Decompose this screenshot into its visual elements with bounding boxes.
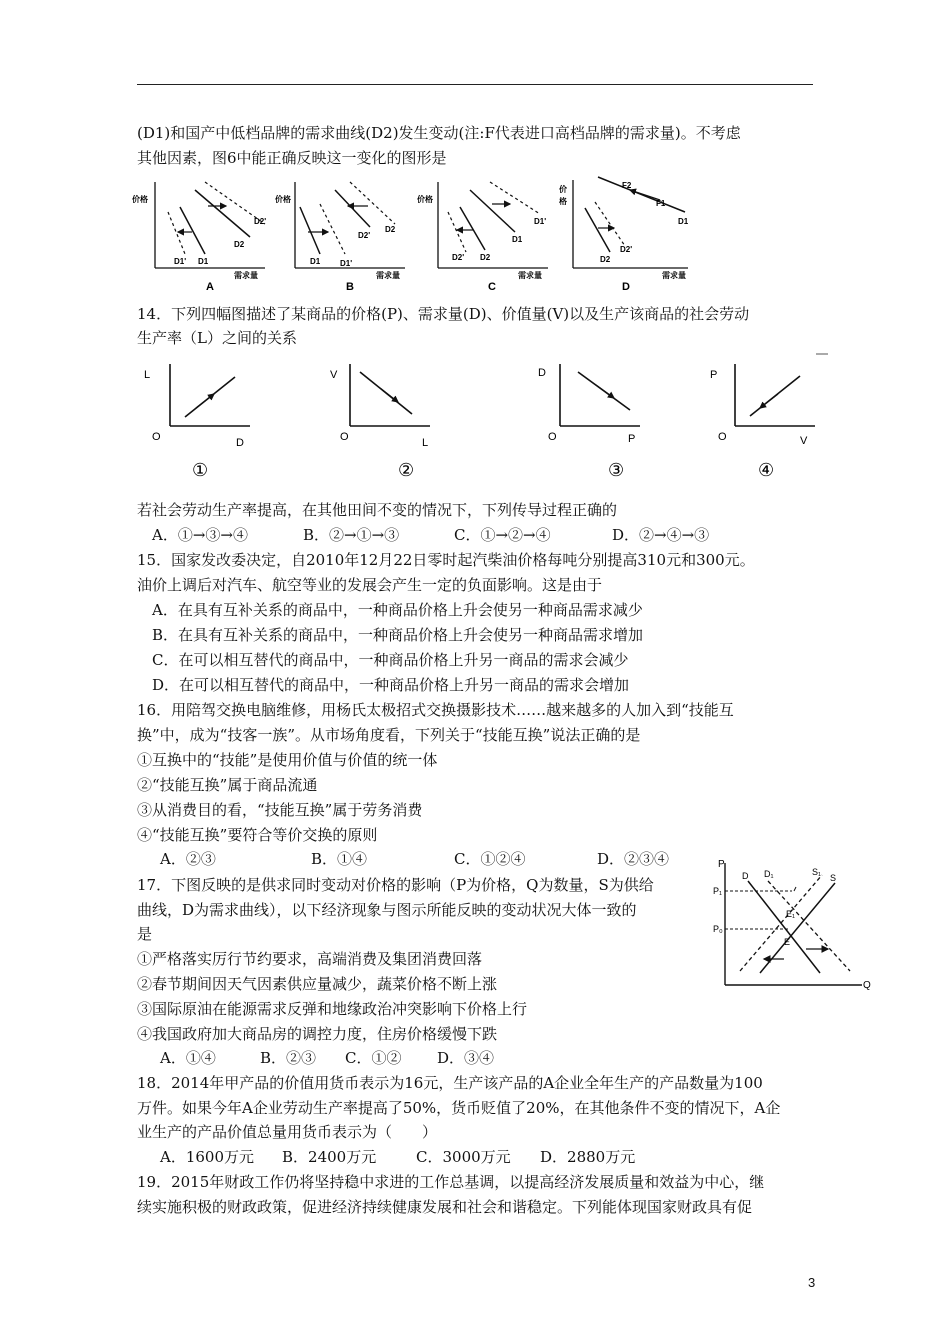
graph-s1-label: S₁ [812,867,822,877]
label-d1: D1 [310,257,321,266]
q16-option-c: C．①②④ [454,850,526,868]
label-d1: D1 [678,217,689,226]
label-d2: D2 [234,240,245,249]
graph-d-label: D [742,871,749,881]
graph-p-label: P [718,859,725,870]
graph-s-label: S [830,873,837,883]
q13-line1: (D1)和国产中低档品牌的需求曲线(D2)发生变动(注:F代表进口高档品牌的需求量)。不考虑 [137,124,741,142]
q17-line2: 曲线，D为需求曲线），以下经济现象与图示所能反映的变动状况大体一致的 [137,901,637,919]
axis-price-label: 价格 [132,195,148,204]
q14-line3: 若社会劳动生产率提高，在其他田间不变的情况下，下列传导过程正确的 [137,501,618,519]
q16-option-b: B．①④ [311,850,368,868]
q17-option-d: D．③④ [437,1049,495,1067]
q16-option-a: A．②③ [160,850,216,868]
q16-line1: 16．用陪驾交换电脑维修，用杨氏太极招式交换摄影技术……越来越多的人加入到“技能互 [137,701,734,719]
q17-item-3: ③国际原油在能源需求反弹和地缘政治冲突影响下价格上行 [137,1000,528,1018]
q14-graph-3 [538,364,640,480]
q13-graph-b [275,182,405,293]
axis-price-short2: 格 [559,197,567,206]
label-d2: D2 [600,255,611,264]
q16-option-d: D．②③④ [597,850,670,868]
caption-b: B [346,281,354,293]
q17-graph [700,853,880,993]
svg-text:O: O [152,431,161,443]
q17-item-2: ②春节期间因天气因素供应量减少，蔬菜价格不断上涨 [137,975,498,993]
q14-graphs [140,352,830,487]
axis-price-label: 价格 [417,195,433,204]
header-rule [137,84,813,85]
q14-option-c: C．①→②→④ [454,526,551,544]
label-d1p: D1' [534,217,547,226]
q16-item-4: ④“技能互换”要符合等价交换的原则 [137,826,378,844]
graph-p1-label: P₁ [713,886,723,896]
graph-p0-label: P₀ [713,924,723,934]
q15-option-d: D．在可以相互替代的商品中，一种商品价格上升另一商品的需求会增加 [152,676,630,694]
q14-graph-1 [144,364,250,480]
q15-option-b: B．在具有互补关系的商品中，一种商品价格上升会使另一种商品需求增加 [152,626,644,644]
svg-text:O: O [718,431,727,443]
svg-text:D: D [236,437,244,449]
q18-option-a: A．1600万元 [160,1148,255,1166]
q16-line2: 换”中，成为“技客一族”。从市场角度看，下列关于“技能互换”说法正确的是 [137,726,641,744]
q13-graph-c [417,182,548,293]
axis-qty-label: 需求量 [518,271,542,280]
label-f2: F2 [622,181,632,190]
q17-option-c: C．①② [345,1049,402,1067]
svg-text:V: V [330,369,338,381]
label-d2p: D2' [358,231,371,240]
q18-line2: 万件。如果今年A企业劳动生产率提高了50%，货币贬值了20%，在其他条件不变的情况下，A企 [137,1099,781,1117]
svg-text:L: L [422,437,429,449]
q14-option-a: A．①→③→④ [152,526,248,544]
axis-qty-label: 需求量 [234,271,258,280]
q16-item-1: ①互换中的“技能”是使用价值与价值的统一体 [137,751,438,769]
q16-item-3: ③从消费目的看，“技能互换”属于劳务消费 [137,801,423,819]
axis-price-label: 价格 [275,195,291,204]
q18-option-c: C．3000万元 [416,1148,511,1166]
label-d1p: D1' [174,257,187,266]
svg-text:①: ① [192,460,209,480]
q15-line2: 油价上调后对汽车、航空等业的发展会产生一定的负面影响。这是由于 [137,576,603,594]
axis-qty-label: 需求量 [662,271,686,280]
q14-option-d: D．②→④→③ [612,526,710,544]
caption-c: C [488,281,496,293]
label-f1: F1 [656,199,666,208]
q14-graph-2 [330,364,430,480]
svg-text:P: P [628,433,636,445]
q13-graphs [130,172,700,302]
q14-line2: 生产率（L）之间的关系 [137,329,297,347]
label-d2p: D2' [254,217,267,226]
graph-d1-label: D₁ [764,869,774,879]
q17-option-b: B．②③ [260,1049,317,1067]
svg-text:P: P [710,369,718,381]
q13-graph-d [559,177,689,293]
caption-a: A [206,281,214,293]
page-number: 3 [808,1275,816,1290]
q14-graph-4 [710,364,815,480]
svg-text:②: ② [398,460,415,480]
q17-item-1: ①严格落实厉行节约要求，高端消费及集团消费回落 [137,950,483,968]
axis-qty-label: 需求量 [376,271,400,280]
svg-text:③: ③ [608,460,625,480]
caption-d: D [622,281,630,293]
label-d1: D1 [198,257,209,266]
q14-line1: 14．下列四幅图描述了某商品的价格(P)、需求量(D)、价值量(V)以及生产该商品的社会劳动 [137,305,750,323]
q15-option-a: A．在具有互补关系的商品中，一种商品价格上升会使另一种商品需求减少 [152,601,643,619]
q18-line1: 18．2014年甲产品的价值用货币表示为16元，生产该产品的A企业全年生产的产品数量为100 [137,1074,763,1092]
axis-price-short: 价 [559,185,567,194]
label-d1p: D1' [340,259,353,268]
q15-option-c: C．在可以相互替代的商品中，一种商品价格上升另一商品的需求会减少 [152,651,629,669]
q16-item-2: ②“技能互换”属于商品流通 [137,776,318,794]
q19-line2: 续实施积极的财政政策，促进经济持续健康发展和社会和谐稳定。下列能体现国家财政具有促 [137,1198,753,1216]
svg-text:O: O [548,431,557,443]
q18-line3: 业生产的产品价值总量用货币表示为（ ） [137,1123,438,1141]
q17-line3: 是 [137,925,153,943]
graph-q-label: Q [863,980,871,991]
label-d2p: D2' [452,253,465,262]
q14-option-b: B．②→①→③ [303,526,400,544]
graph-e-label: E [784,937,791,947]
q18-option-b: B．2400万元 [282,1148,377,1166]
q13-graph-a [132,182,266,293]
label-d2: D2 [385,225,396,234]
label-d2p: D2' [620,245,633,254]
q17-item-4: ④我国政府加大商品房的调控力度，住房价格缓慢下跌 [137,1025,498,1043]
label-d1: D1 [512,235,523,244]
label-d2: D2 [480,253,491,262]
q19-line1: 19．2015年财政工作仍将坚持稳中求进的工作总基调，以提高经济发展质量和效益为中心，继 [137,1173,765,1191]
q17-line1: 17．下图反映的是供求同时变动对价格的影响（P为价格，Q为数量，S为供给 [137,876,654,894]
svg-text:V: V [800,435,808,447]
q15-line1: 15．国家发改委决定，自2010年12月22日零时起汽柴油价格每吨分别提高310元和300元。 [137,551,755,569]
q13-line2: 其他因素，图6中能正确反映这一变化的图形是 [137,149,447,167]
svg-text:O: O [340,431,349,443]
q18-option-d: D．2880万元 [540,1148,636,1166]
q17-option-a: A．①④ [160,1049,216,1067]
svg-text:④: ④ [758,460,775,480]
graph-e1-label: E₁ [786,909,796,919]
svg-text:L: L [144,369,151,381]
svg-text:D: D [538,367,546,379]
